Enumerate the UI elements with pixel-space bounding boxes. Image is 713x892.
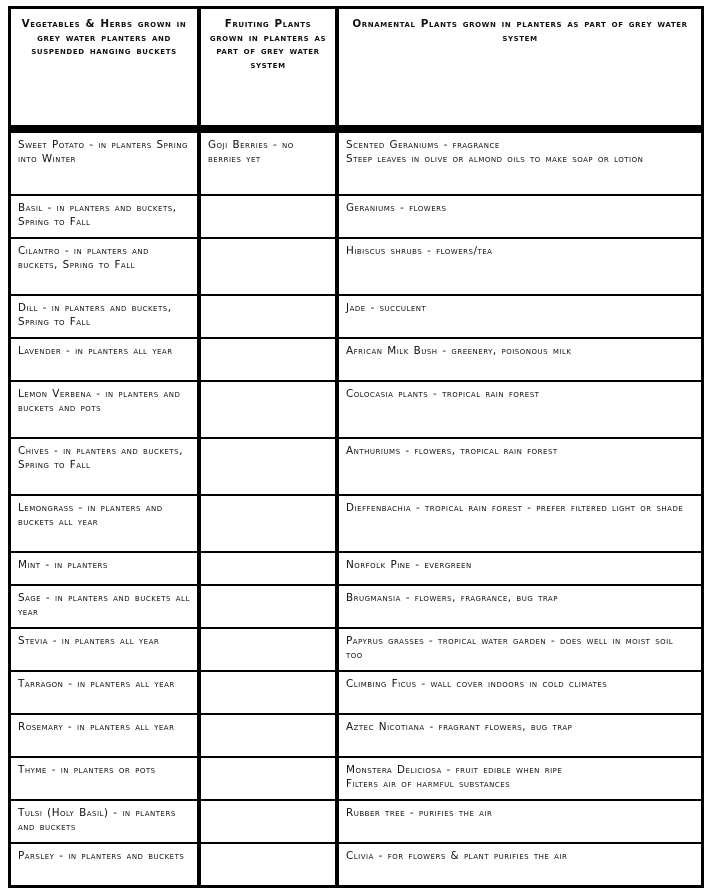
ornamental-plant-cell xyxy=(335,799,701,842)
header-row xyxy=(11,9,701,128)
ornamental-plant-cell xyxy=(335,551,701,584)
ornamental-plant-text: Geraniums - flowers xyxy=(346,202,447,214)
fruiting-plant-cell xyxy=(197,494,335,551)
vegetable-herb-cell: Rosemary - in planters all year xyxy=(11,713,197,756)
vegetable-herb-cell: Stevia - in planters all year xyxy=(11,627,197,670)
ornamental-plant-text: African Milk Bush - greenery, poisonous milk xyxy=(346,345,572,357)
ornamental-plant-text: Dieffenbachia - tropical rain forest - prefer filtered light or shade xyxy=(346,502,684,514)
vegetable-herb-cell: Chives - in planters and buckets, Spring to Fall xyxy=(11,437,197,494)
table-row xyxy=(11,380,701,437)
vegetable-herb-cell: Lemon Verbena - in planters and buckets and pots xyxy=(11,380,197,437)
ornamental-plant-cell xyxy=(335,494,701,551)
table-row xyxy=(11,842,701,885)
ornamental-plant-text: Scented Geraniums - fragrance xyxy=(346,139,500,151)
fruiting-plant-cell xyxy=(197,713,335,756)
ornamental-plant-text: Jade - succulent xyxy=(346,302,427,314)
ornamental-plant-cell xyxy=(335,670,701,713)
ornamental-plant-cell xyxy=(335,380,701,437)
fruiting-plant-cell xyxy=(197,237,335,294)
ornamental-plant-text: Aztec Nicotiana - fragrant flowers, bug trap xyxy=(346,721,573,733)
ornamental-plant-text: Brugmansia - flowers, fragrance, bug trap xyxy=(346,592,558,604)
table-row xyxy=(11,437,701,494)
ornamental-plant-text: Climbing Ficus - wall cover indoors in cold climates xyxy=(346,678,608,690)
vegetable-herb-cell: Parsley - in planters and buckets xyxy=(11,842,197,885)
ornamental-plant-cell xyxy=(335,337,701,380)
fruiting-plant-cell: Goji Berries - no berries yet xyxy=(197,128,335,194)
table-row xyxy=(11,294,701,337)
table-row xyxy=(11,194,701,237)
fruiting-plant-cell xyxy=(197,437,335,494)
fruiting-plant-cell xyxy=(197,194,335,237)
ornamental-plant-text: Monstera Deliciosa - fruit edible when ripe xyxy=(346,764,563,776)
header-ornamental-plants: Ornamental Plants grown in planters as part of grey water system xyxy=(335,9,701,128)
ornamental-plant-text: Rubber tree - purifies the air xyxy=(346,807,493,819)
fruiting-plant-cell xyxy=(197,756,335,799)
table-row xyxy=(11,713,701,756)
plants-table xyxy=(8,6,704,888)
ornamental-plant-cell xyxy=(335,437,701,494)
vegetable-herb-cell: Sage - in planters and buckets all year xyxy=(11,584,197,627)
fruiting-plant-cell xyxy=(197,380,335,437)
ornamental-plant-cell xyxy=(335,584,701,627)
ornamental-plant-text: Anthuriums - flowers, tropical rain forest xyxy=(346,445,558,457)
vegetable-herb-cell: Dill - in planters and buckets, Spring to Fall xyxy=(11,294,197,337)
ornamental-plant-cell xyxy=(335,294,701,337)
table-row xyxy=(11,627,701,670)
table-row xyxy=(11,584,701,627)
document xyxy=(8,6,704,888)
fruiting-plant-cell xyxy=(197,670,335,713)
ornamental-plant-cell xyxy=(335,128,701,194)
vegetable-herb-cell: Mint - in planters xyxy=(11,551,197,584)
fruiting-plant-cell xyxy=(197,627,335,670)
header-fruiting-plants: Fruiting Plants grown in planters as part of grey water system xyxy=(197,9,335,128)
table-row xyxy=(11,799,701,842)
ornamental-plant-text: Papyrus grasses - tropical water garden - does well in moist soil too xyxy=(346,635,674,661)
table-row xyxy=(11,551,701,584)
ornamental-plant-text: Norfolk Pine - evergreen xyxy=(346,559,472,571)
ornamental-plant-cell xyxy=(335,756,701,799)
ornamental-plant-text: Steep leaves in olive or almond oils to make soap or lotion xyxy=(346,152,644,165)
ornamental-plant-text: Filters air of harmful substances xyxy=(346,777,511,790)
vegetable-herb-cell: Lemongrass - in planters and buckets all year xyxy=(11,494,197,551)
fruiting-plant-cell xyxy=(197,842,335,885)
fruiting-plant-cell xyxy=(197,551,335,584)
fruiting-plant-cell xyxy=(197,799,335,842)
ornamental-plant-cell xyxy=(335,194,701,237)
table-row xyxy=(11,494,701,551)
table-row xyxy=(11,337,701,380)
header-vegetables-herbs: Vegetables & Herbs grown in grey water planters and suspended hanging buckets xyxy=(11,9,197,128)
vegetable-herb-cell: Tulsi (Holy Basil) - in planters and buckets xyxy=(11,799,197,842)
ornamental-plant-cell xyxy=(335,237,701,294)
ornamental-plant-text: Hibiscus shrubs - flowers/tea xyxy=(346,245,493,257)
ornamental-plant-cell xyxy=(335,842,701,885)
table-row xyxy=(11,756,701,799)
vegetable-herb-cell: Basil - in planters and buckets, Spring to Fall xyxy=(11,194,197,237)
table-row xyxy=(11,670,701,713)
table-row xyxy=(11,128,701,194)
ornamental-plant-text: Clivia - for flowers & plant purifies the air xyxy=(346,850,568,862)
ornamental-plant-cell xyxy=(335,713,701,756)
vegetable-herb-cell: Tarragon - in planters all year xyxy=(11,670,197,713)
vegetable-herb-cell: Cilantro - in planters and buckets, Spring to Fall xyxy=(11,237,197,294)
fruiting-plant-cell xyxy=(197,294,335,337)
table-row xyxy=(11,237,701,294)
ornamental-plant-cell xyxy=(335,627,701,670)
vegetable-herb-cell: Lavender - in planters all year xyxy=(11,337,197,380)
ornamental-plant-text: Colocasia plants - tropical rain forest xyxy=(346,388,540,400)
vegetable-herb-cell: Sweet Potato - in planters Spring into Winter xyxy=(11,128,197,194)
vegetable-herb-cell: Thyme - in planters or pots xyxy=(11,756,197,799)
fruiting-plant-cell xyxy=(197,584,335,627)
fruiting-plant-cell xyxy=(197,337,335,380)
